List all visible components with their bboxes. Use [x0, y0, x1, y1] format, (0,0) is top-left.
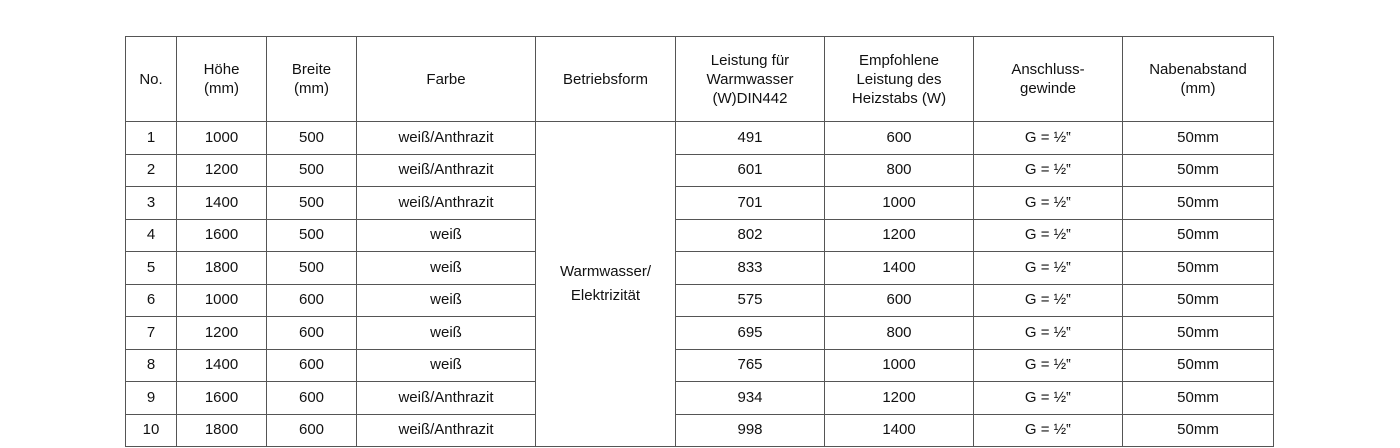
cell-nabenabstand: 50mm — [1123, 382, 1274, 415]
cell-hoehe: 1600 — [177, 382, 267, 415]
cell-heizstab: 1000 — [825, 349, 974, 382]
cell-betriebsform — [536, 122, 676, 447]
cell-heizstab: 1400 — [825, 252, 974, 285]
cell-leistung: 998 — [676, 414, 825, 447]
cell-hoehe: 1200 — [177, 154, 267, 187]
header-leistung-line-1: Leistung für — [710, 51, 790, 69]
cell-farbe: weiß/Anthrazit — [357, 122, 536, 155]
header-anschluss — [974, 37, 1123, 122]
cell-no: 3 — [126, 187, 177, 220]
header-nabenabstand — [1123, 37, 1274, 122]
header-no-line: No. — [139, 70, 163, 88]
header-leistung-line-3: (W)DIN442 — [712, 89, 788, 107]
cell-farbe: weiß — [357, 349, 536, 382]
cell-anschluss: G = ½‟ — [974, 382, 1123, 415]
table-row — [126, 349, 1274, 382]
table-row — [126, 284, 1274, 317]
cell-no: 8 — [126, 349, 177, 382]
header-breite-line: Breite — [291, 61, 332, 78]
cell-heizstab: 800 — [825, 317, 974, 350]
cell-heizstab: 1400 — [825, 414, 974, 447]
cell-farbe: weiß — [357, 284, 536, 317]
cell-anschluss: G = ½‟ — [974, 284, 1123, 317]
cell-no: 2 — [126, 154, 177, 187]
table-row — [126, 187, 1274, 220]
cell-no: 6 — [126, 284, 177, 317]
header-farbe — [357, 37, 536, 122]
cell-nabenabstand: 50mm — [1123, 284, 1274, 317]
table-row — [126, 252, 1274, 285]
cell-breite: 500 — [267, 219, 357, 252]
header-leistung — [676, 37, 825, 122]
cell-heizstab: 1200 — [825, 219, 974, 252]
header-betriebsform-line: Betriebsform — [562, 70, 649, 88]
cell-hoehe: 1000 — [177, 284, 267, 317]
cell-breite: 600 — [267, 317, 357, 350]
betriebsform-line-2: Elektrizität — [570, 287, 641, 304]
cell-farbe: weiß — [357, 317, 536, 350]
header-anschluss-line-2: gewinde — [1020, 80, 1076, 97]
cell-anschluss: G = ½‟ — [974, 317, 1123, 350]
cell-anschluss: G = ½‟ — [974, 252, 1123, 285]
header-betriebsform — [536, 37, 676, 122]
cell-nabenabstand: 50mm — [1123, 187, 1274, 220]
header-no — [126, 37, 177, 122]
cell-breite: 600 — [267, 284, 357, 317]
header-heizstab-line-1: Empfohlene — [858, 51, 940, 69]
cell-anschluss: G = ½‟ — [974, 122, 1123, 155]
header-heizstab-line-2: Leistung des — [856, 70, 942, 88]
cell-breite: 500 — [267, 122, 357, 155]
cell-breite: 500 — [267, 252, 357, 285]
table-row — [126, 122, 1274, 155]
cell-breite: 600 — [267, 382, 357, 415]
cell-nabenabstand: 50mm — [1123, 414, 1274, 447]
header-leistung-line-2: Warmwasser — [706, 70, 794, 88]
cell-nabenabstand: 50mm — [1123, 317, 1274, 350]
header-nabenabstand-unit: (mm) — [1180, 80, 1216, 97]
cell-leistung: 765 — [676, 349, 825, 382]
cell-nabenabstand: 50mm — [1123, 252, 1274, 285]
header-heizstab-line-3: Heizstabs (W) — [851, 89, 947, 107]
cell-anschluss: G = ½‟ — [974, 349, 1123, 382]
table-row — [126, 317, 1274, 350]
spec-table — [125, 36, 1274, 447]
cell-heizstab: 1000 — [825, 187, 974, 220]
cell-leistung: 934 — [676, 382, 825, 415]
header-nabenabstand-line: Nabenabstand — [1149, 61, 1247, 78]
table-row — [126, 219, 1274, 252]
cell-no: 1 — [126, 122, 177, 155]
cell-anschluss: G = ½‟ — [974, 219, 1123, 252]
cell-hoehe: 1800 — [177, 414, 267, 447]
cell-heizstab: 600 — [825, 122, 974, 155]
header-row — [126, 37, 1274, 122]
cell-heizstab: 1200 — [825, 382, 974, 415]
cell-no: 10 — [126, 414, 177, 447]
cell-nabenabstand: 50mm — [1123, 154, 1274, 187]
cell-breite: 500 — [267, 187, 357, 220]
cell-farbe: weiß/Anthrazit — [357, 414, 536, 447]
cell-farbe: weiß/Anthrazit — [357, 154, 536, 187]
header-heizstab — [825, 37, 974, 122]
table-row — [126, 154, 1274, 187]
cell-anschluss: G = ½‟ — [974, 414, 1123, 447]
cell-no: 9 — [126, 382, 177, 415]
cell-nabenabstand: 50mm — [1123, 219, 1274, 252]
header-hoehe-unit: (mm) — [204, 80, 239, 97]
cell-nabenabstand: 50mm — [1123, 122, 1274, 155]
cell-anschluss: G = ½‟ — [974, 154, 1123, 187]
header-breite-unit: (mm) — [294, 80, 329, 97]
header-hoehe-line: Höhe — [203, 61, 240, 78]
cell-heizstab: 800 — [825, 154, 974, 187]
cell-anschluss: G = ½‟ — [974, 187, 1123, 220]
cell-no: 7 — [126, 317, 177, 350]
cell-hoehe: 1000 — [177, 122, 267, 155]
cell-farbe: weiß — [357, 219, 536, 252]
cell-leistung: 833 — [676, 252, 825, 285]
cell-breite: 600 — [267, 414, 357, 447]
cell-heizstab: 600 — [825, 284, 974, 317]
cell-farbe: weiß/Anthrazit — [357, 187, 536, 220]
cell-breite: 500 — [267, 154, 357, 187]
cell-hoehe: 1400 — [177, 349, 267, 382]
cell-leistung: 695 — [676, 317, 825, 350]
cell-farbe: weiß/Anthrazit — [357, 382, 536, 415]
cell-leistung: 802 — [676, 219, 825, 252]
cell-leistung: 491 — [676, 122, 825, 155]
table-row — [126, 382, 1274, 415]
table-row — [126, 414, 1274, 447]
header-anschluss-line-1: Anschluss- — [1011, 61, 1085, 78]
cell-leistung: 701 — [676, 187, 825, 220]
cell-hoehe: 1200 — [177, 317, 267, 350]
header-farbe-line: Farbe — [426, 70, 466, 88]
cell-no: 4 — [126, 219, 177, 252]
cell-nabenabstand: 50mm — [1123, 349, 1274, 382]
cell-hoehe: 1800 — [177, 252, 267, 285]
cell-farbe: weiß — [357, 252, 536, 285]
header-breite — [267, 37, 357, 122]
cell-breite: 600 — [267, 349, 357, 382]
cell-leistung: 601 — [676, 154, 825, 187]
cell-hoehe: 1400 — [177, 187, 267, 220]
cell-hoehe: 1600 — [177, 219, 267, 252]
cell-no: 5 — [126, 252, 177, 285]
header-hoehe — [177, 37, 267, 122]
cell-leistung: 575 — [676, 284, 825, 317]
betriebsform-line-1: Warmwasser/ — [559, 263, 652, 280]
